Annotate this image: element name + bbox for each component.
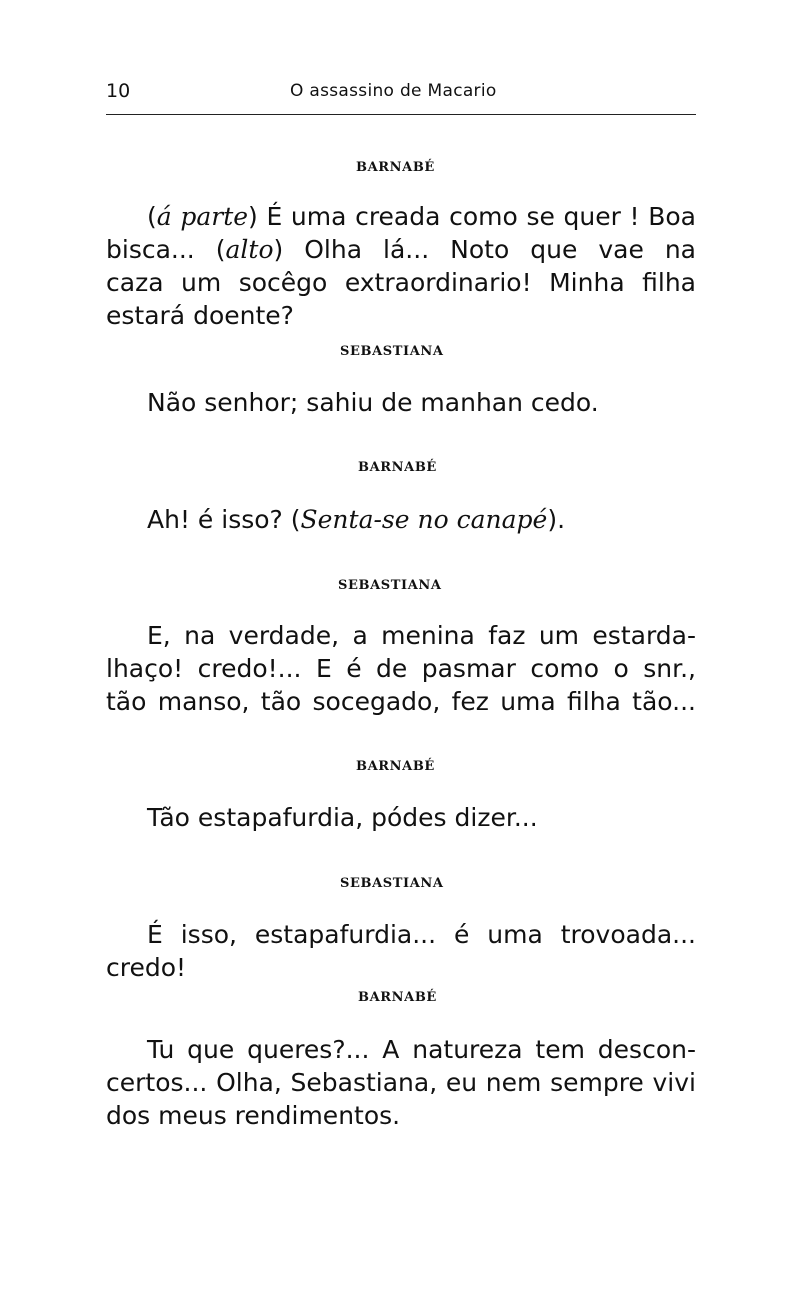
speaker-name: BARNABÉ <box>356 759 435 774</box>
text-line: credo! <box>106 953 187 982</box>
speaker-name: SEBASTIANA <box>338 578 442 593</box>
text-line: Ah! é isso? (Senta-se no canapé). <box>147 505 566 534</box>
dialogue-paragraph <box>106 386 696 419</box>
text-line: lhaço! credo!... E é de pasmar como o snr., <box>106 654 696 683</box>
page-header <box>106 80 696 106</box>
text-line: E, na verdade, a menina faz um estarda- <box>147 621 696 650</box>
dialogue-paragraph <box>106 1033 696 1132</box>
text-line: Tão estapafurdia, pódes dizer... <box>147 803 538 832</box>
speaker-name: BARNABÉ <box>358 990 437 1005</box>
text-line: dos meus rendimentos. <box>106 1101 401 1130</box>
dialogue-paragraph <box>106 801 696 834</box>
dialogue-paragraph <box>106 200 696 332</box>
speaker-name: BARNABÉ <box>358 460 437 475</box>
text-line: tão manso, tão socegado, fez uma filha tão... <box>106 687 696 716</box>
text-line: caza um socêgo extraordinario! Minha filha <box>106 268 696 297</box>
speaker-name: BARNABÉ <box>356 160 435 175</box>
page-number: 10 <box>106 80 131 102</box>
text-line: Tu que queres?... A natureza tem descon- <box>147 1035 696 1064</box>
text-line: estará doente? <box>106 301 294 330</box>
text-line: bisca... (alto) Olha lá... Noto que vae na <box>106 235 696 264</box>
dialogue-paragraph <box>106 619 696 718</box>
text-line: É isso, estapafurdia... é uma trovoada... <box>147 920 696 949</box>
speaker-name: SEBASTIANA <box>340 344 444 359</box>
text-line: certos... Olha, Sebastiana, eu nem sempre vivi <box>106 1068 696 1097</box>
dialogue-paragraph <box>106 918 696 984</box>
speaker-name: SEBASTIANA <box>340 876 444 891</box>
text-line: Não senhor; sahiu de manhan cedo. <box>147 388 599 417</box>
text-line: (á parte) É uma creada como se quer ! Boa <box>147 202 696 231</box>
running-title: O assassino de Macario <box>290 81 497 101</box>
header-rule <box>106 114 696 115</box>
dialogue-paragraph <box>106 503 696 536</box>
